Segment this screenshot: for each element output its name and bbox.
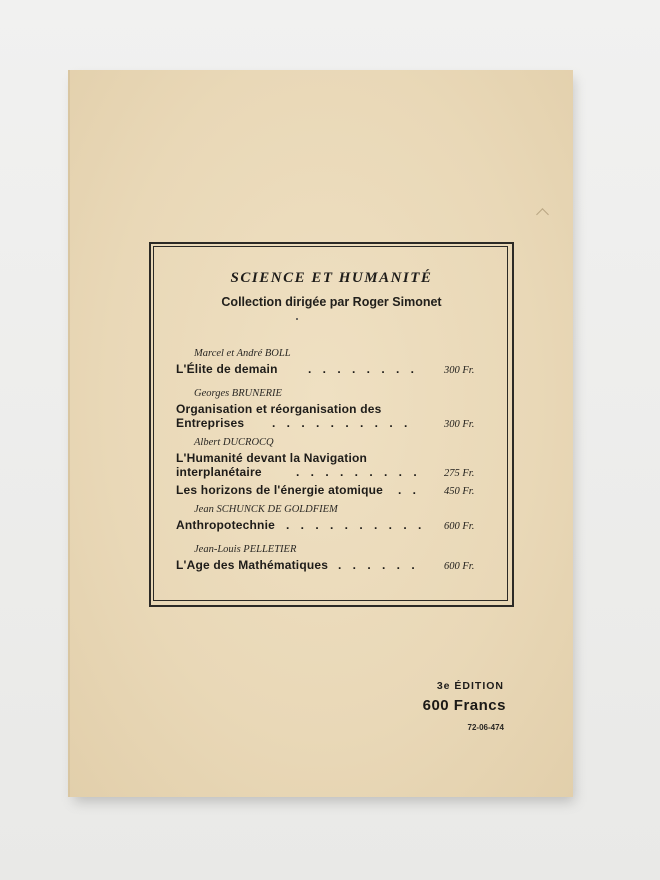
catalog-code: 72-06-474 — [467, 723, 504, 732]
book-price: 600 Fr. — [444, 521, 475, 532]
book-price: 300 Fr. — [444, 419, 475, 430]
book-title-line-2: Entreprises — [176, 416, 245, 430]
book-price: 300 Fr. — [444, 365, 475, 376]
book-title: L'Age des Mathématiques — [176, 558, 329, 572]
book-author: Jean-Louis PELLETIER — [194, 544, 297, 555]
book-title-line-1: Organisation et réorganisation des — [176, 402, 382, 416]
book-title: L'Élite de demain — [176, 362, 278, 376]
ink-dot — [296, 318, 298, 320]
cover-price: 600 Francs — [422, 697, 506, 714]
book-author: Georges BRUNERIE — [194, 388, 282, 399]
dot-leaders: . . . . . . . . . — [296, 465, 421, 479]
book-title: Les horizons de l'énergie atomique — [176, 483, 384, 497]
dot-leaders: . . . . . . . . . . — [272, 416, 412, 430]
edition-label: 3e ÉDITION — [436, 680, 504, 692]
book-author: Albert DUCROCQ — [194, 437, 274, 448]
dot-leaders: . . . . . . . . — [308, 362, 419, 376]
book-author: Marcel et André BOLL — [194, 348, 291, 359]
book-author: Jean SCHUNCK DE GOLDFIEM — [194, 504, 338, 515]
book-title-line-1: L'Humanité devant la Navigation — [176, 451, 368, 465]
dot-leaders: . . . . . . . . . . — [286, 518, 426, 532]
book-title-line-2: interplanétaire — [176, 465, 262, 479]
book-title: Anthropotechnie — [176, 518, 275, 532]
dot-leaders: . . . . . . — [338, 558, 419, 572]
book-price: 450 Fr. — [444, 486, 475, 497]
series-subtitle: Collection dirigée par Roger Simonet — [221, 295, 442, 309]
book-price: 275 Fr. — [444, 468, 475, 479]
dot-leaders: . . — [398, 483, 421, 497]
book-price: 600 Fr. — [444, 561, 475, 572]
series-title: SCIENCE ET HUMANITÉ — [230, 270, 433, 286]
